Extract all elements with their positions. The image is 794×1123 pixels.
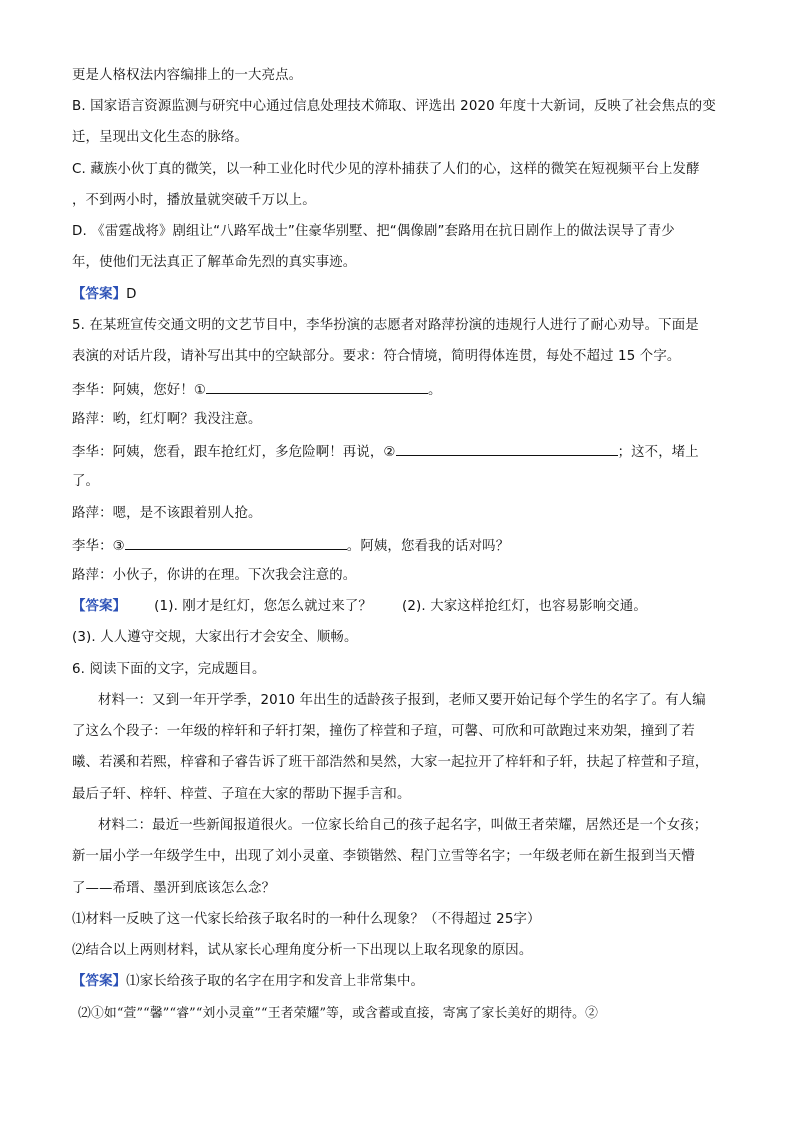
answer-part-2: (2). 大家这样抢红灯，也容易影响交通。 (401, 599, 647, 614)
text-line: 最后子轩、梓轩、梓萱、子瑄在大家的帮助下握手言和。 (72, 787, 411, 802)
option-b-line: B. 国家语言资源监测与研究中心通过信息处理技术筛取、评选出 2020 年度十大新词，反映了社会焦点的变 (72, 99, 716, 114)
text-line: 迁，呈现出文化生态的脉络。 (72, 130, 249, 145)
text-line: 了——希瑨、墨汧到底该怎么念？ (72, 881, 276, 896)
answer-part-1: (1). 刚才是红灯，您怎么就过来了？ (154, 599, 372, 614)
answer-line (72, 597, 732, 617)
answer-line (72, 972, 732, 992)
dialog-text: 李华：阿姨，您看，跟车抢红灯，多危险啊！再说，② (72, 445, 396, 460)
subquestion-1: ⑴材料一反映了这一代家长给孩子取名时的一种什么现象？（不得超过 25字） (72, 912, 541, 927)
text-line: ，不到两小时，播放量就突破千万以上。 (72, 193, 316, 208)
answer-value: D (126, 287, 137, 302)
dialog-line: 路萍：小伙子，你讲的在理。下次我会注意的。 (72, 568, 357, 583)
option-c-line: C. 藏族小伙丁真的微笑，以一种工业化时代少见的淳朴捕获了人们的心，这样的微笑在短视频平台上发酵 (72, 162, 700, 177)
text-line: 更是人格权法内容编排上的一大亮点。 (72, 68, 303, 83)
answer-tag: 【答案】 (72, 287, 127, 302)
question-5-line: 5. 在某班宣传交通文明的文艺节目中，李华扮演的志愿者对路萍扮演的违规行人进行了耐心劝导。下面是 (72, 318, 699, 333)
text-line: 表演的对话片段，请补写出其中的空缺部分。要求：符合情境，简明得体连贯，每处不超过 15 个字。 (72, 349, 681, 364)
answer-line-2: ⑵①如“萱”“馨”“睿”“刘小灵童”“王者荣耀”等，或含蓄或直接，寄寓了家长美好的期待。② (78, 1006, 599, 1021)
text-line: 新一届小学一年级学生中，出现了刘小灵童、李锁锴然、程门立雪等名字；一年级老师在新生报到当天懵 (72, 849, 695, 864)
answer-tag: 【答案】 (72, 599, 127, 614)
text-line: 年，使他们无法真正了解革命先烈的真实事迹。 (72, 255, 357, 270)
fill-blank-3 (125, 535, 347, 550)
dialog-text: 李华：阿姨，您好！① (72, 383, 207, 398)
dialog-text: 。阿姨，您看我的话对吗？ (346, 539, 510, 554)
answer-line (72, 285, 732, 305)
subquestion-2: ⑵结合以上两则材料，试从家长心理角度分析一下出现以上取名现象的原因。 (72, 943, 533, 958)
fill-blank-1 (206, 379, 428, 394)
dialog-text: ；这不，堵上 (617, 445, 699, 460)
material-1-line: 材料一：又到一年开学季，2010 年出生的适龄孩子报到，老师又要开始记每个学生的名字了。有人编 (98, 693, 706, 708)
dialog-line (72, 535, 732, 557)
dialog-text: 。 (428, 383, 442, 398)
fill-blank-2 (396, 441, 618, 456)
question-6-line: 6. 阅读下面的文字，完成题目。 (72, 662, 266, 677)
dialog-line (72, 441, 732, 463)
text-line: 曦、若溪和若熙，梓睿和子睿告诉了班干部浩然和昊然，大家一起拉开了梓轩和子轩，扶起了梓萱和子瑄， (72, 755, 709, 770)
dialog-line: 路萍：嗯，是不该跟着别人抢。 (72, 506, 262, 521)
option-d-line: D. 《雷霆战将》剧组让“八路军战士”住豪华别墅、把“偶像剧”套路用在抗日剧作上的做法误导了青少 (72, 224, 675, 239)
answer-value: ⑴家长给孩子取的名字在用字和发音上非常集中。 (126, 974, 425, 989)
answer-part-3: (3). 人人遵守交规，大家出行才会安全、顺畅。 (72, 630, 358, 645)
text-line: 了。 (72, 474, 100, 489)
material-2-line: 材料二：最近一些新闻报道很火。一位家长给自己的孩子起名字，叫做王者荣耀，居然还是一个女孩； (98, 818, 708, 833)
dialog-text: 李华：③ (72, 539, 125, 554)
text-line: 了这么个段子：一年级的梓轩和子轩打架，撞伤了梓萱和子瑄，可馨、可欣和可歆跑过来劝架，撞到了若 (72, 724, 695, 739)
dialog-line (72, 379, 732, 401)
dialog-line: 路萍：哟，红灯啊？我没注意。 (72, 412, 262, 427)
answer-tag: 【答案】 (72, 974, 127, 989)
